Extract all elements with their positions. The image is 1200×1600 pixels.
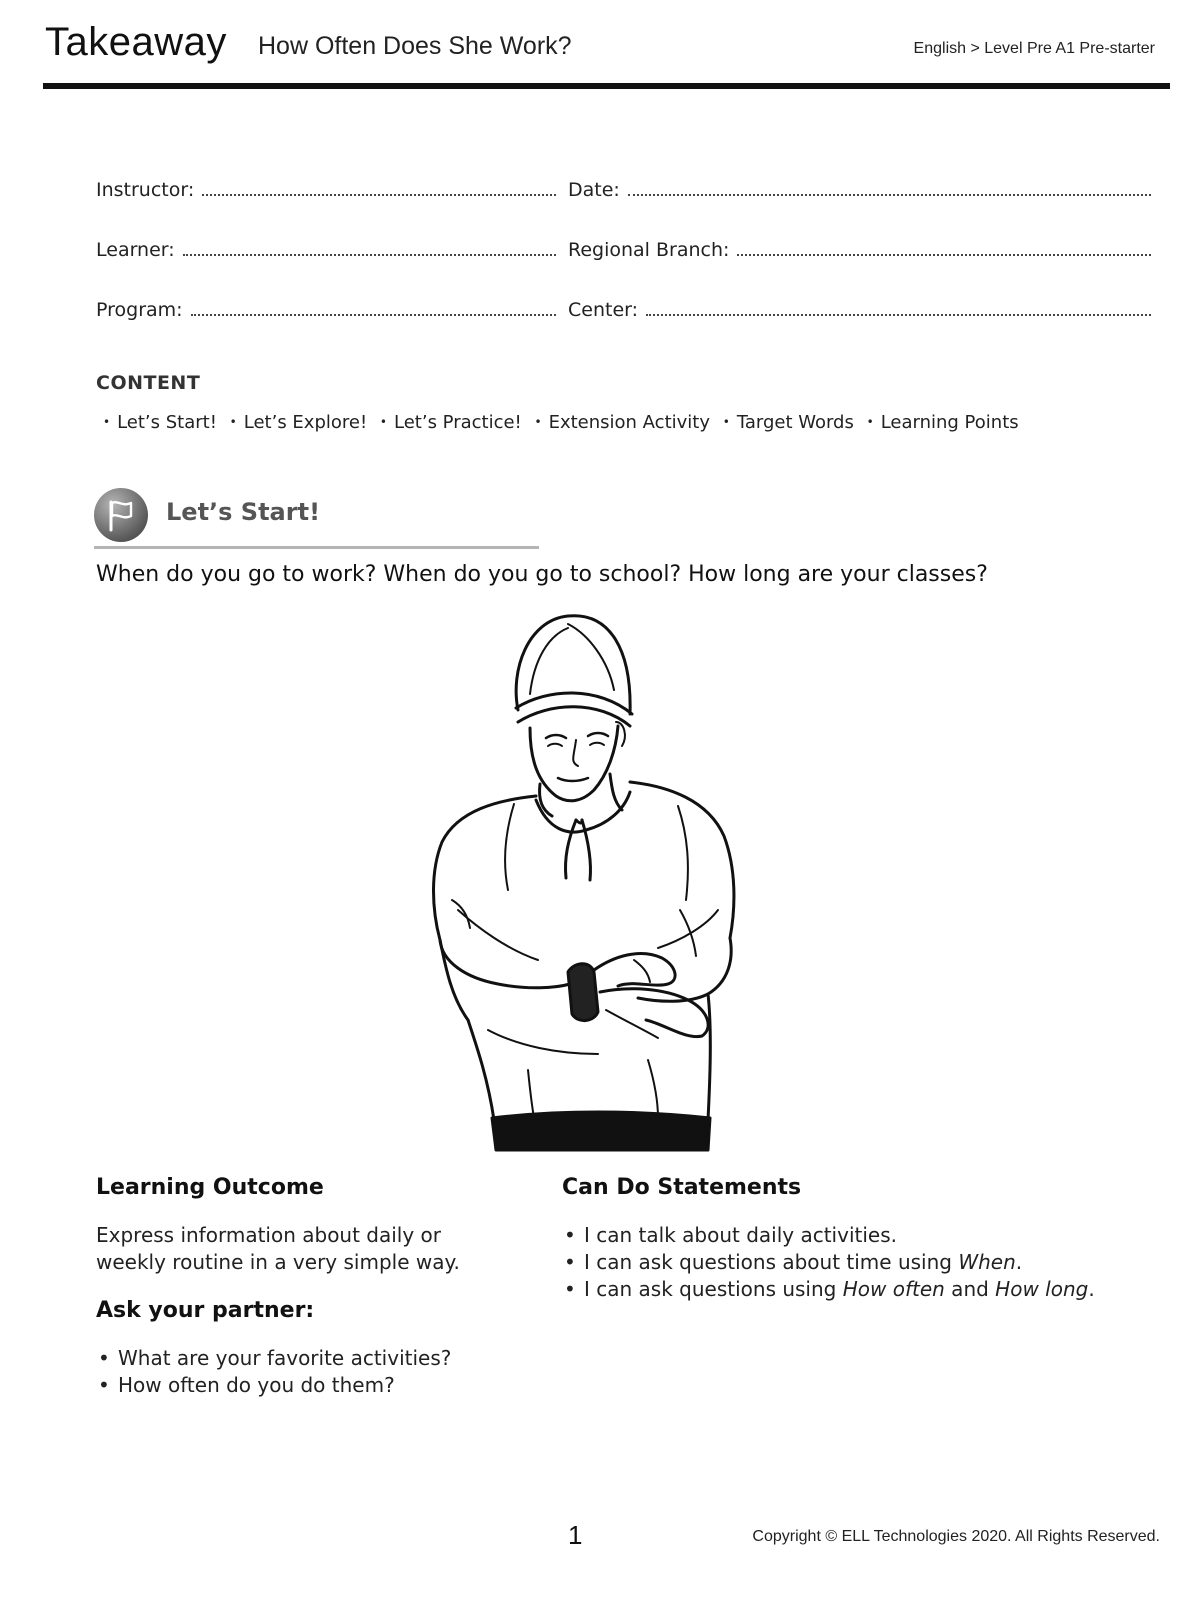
list-item bbox=[562, 1249, 1122, 1276]
content-item-extension-activity[interactable]: Extension Activity bbox=[548, 412, 710, 433]
instructor-blank[interactable] bbox=[202, 176, 556, 196]
field-row-3 bbox=[96, 296, 1151, 356]
center-field[interactable] bbox=[568, 296, 1151, 321]
can-do-heading: Can Do Statements bbox=[562, 1175, 802, 1200]
learning-outcome-column bbox=[96, 1175, 536, 1399]
learner-blank[interactable] bbox=[183, 236, 556, 256]
section-title: Let’s Start! bbox=[166, 498, 321, 526]
lets-start-section-header bbox=[94, 488, 539, 544]
brand-title: Takeaway bbox=[45, 20, 227, 64]
bullet-separator: • bbox=[229, 415, 237, 429]
instructor-field[interactable] bbox=[96, 176, 556, 201]
list-item: • What are your favorite activities? bbox=[96, 1345, 536, 1372]
can-do-text: I can ask questions about time using bbox=[584, 1250, 959, 1274]
can-do-text: I can ask questions using bbox=[584, 1277, 843, 1301]
learning-outcome-heading: Learning Outcome bbox=[96, 1175, 324, 1200]
learner-label: Learner: bbox=[96, 239, 175, 261]
flag-icon bbox=[94, 488, 148, 542]
content-item-lets-practice[interactable]: Let’s Practice! bbox=[394, 412, 522, 433]
instructor-label: Instructor: bbox=[96, 179, 195, 201]
ask-partner-list bbox=[96, 1345, 536, 1399]
bullet-separator: • bbox=[866, 415, 874, 429]
program-field[interactable] bbox=[96, 296, 556, 321]
warmup-question: When do you go to work? When do you go to school? How long are your classes? bbox=[96, 562, 988, 587]
content-heading: CONTENT bbox=[96, 372, 201, 394]
info-fields bbox=[96, 176, 1151, 356]
bullet-separator: • bbox=[379, 415, 387, 429]
can-do-column bbox=[562, 1175, 1122, 1303]
can-do-list bbox=[562, 1222, 1122, 1303]
date-label: Date: bbox=[568, 179, 620, 201]
bullet-separator: • bbox=[534, 415, 542, 429]
lesson-title: How Often Does She Work? bbox=[258, 32, 572, 60]
can-do-text: I can talk about daily activities. bbox=[584, 1223, 897, 1247]
learner-field[interactable] bbox=[96, 236, 556, 261]
regional-branch-blank[interactable] bbox=[737, 236, 1151, 256]
list-item: • How often do you do them? bbox=[96, 1372, 536, 1399]
can-do-emphasis: When bbox=[958, 1250, 1016, 1274]
regional-branch-field[interactable] bbox=[568, 236, 1151, 261]
program-label: Program: bbox=[96, 299, 183, 321]
content-item-lets-explore[interactable]: Let’s Explore! bbox=[243, 412, 368, 433]
content-item-learning-points[interactable]: Learning Points bbox=[880, 412, 1019, 433]
can-do-text: . bbox=[1088, 1277, 1095, 1301]
center-blank[interactable] bbox=[646, 296, 1151, 316]
content-item-target-words[interactable]: Target Words bbox=[736, 412, 854, 433]
regional-branch-label: Regional Branch: bbox=[568, 239, 730, 261]
can-do-text: and bbox=[944, 1277, 996, 1301]
center-label: Center: bbox=[568, 299, 639, 321]
content-item-lets-start[interactable]: Let’s Start! bbox=[117, 412, 217, 433]
field-row-2 bbox=[96, 236, 1151, 296]
can-do-emphasis: How often bbox=[842, 1277, 945, 1301]
copyright-notice: Copyright © ELL Technologies 2020. All Rights Reserved. bbox=[752, 1528, 1160, 1545]
date-field[interactable] bbox=[568, 176, 1151, 201]
learning-outcome-text: Express information about daily or weekly routine in a very simple way. bbox=[96, 1223, 460, 1274]
man-checking-watch-illustration bbox=[418, 610, 798, 1158]
list-item bbox=[562, 1276, 1122, 1303]
bullet-separator: • bbox=[103, 415, 111, 429]
page-header bbox=[45, 20, 1170, 68]
level-breadcrumb: English > Level Pre A1 Pre-starter bbox=[913, 40, 1155, 57]
page-number: 1 bbox=[568, 1520, 583, 1550]
can-do-text: . bbox=[1015, 1250, 1023, 1274]
program-blank[interactable] bbox=[191, 296, 556, 316]
field-row-1 bbox=[96, 176, 1151, 236]
list-item bbox=[562, 1222, 1122, 1249]
bullet-separator: • bbox=[722, 415, 730, 429]
content-list bbox=[96, 412, 1019, 433]
ask-partner-heading: Ask your partner: bbox=[96, 1298, 315, 1323]
date-blank[interactable] bbox=[628, 176, 1151, 196]
can-do-emphasis: How long bbox=[995, 1277, 1089, 1301]
section-underline bbox=[94, 546, 539, 549]
header-divider bbox=[43, 83, 1170, 89]
